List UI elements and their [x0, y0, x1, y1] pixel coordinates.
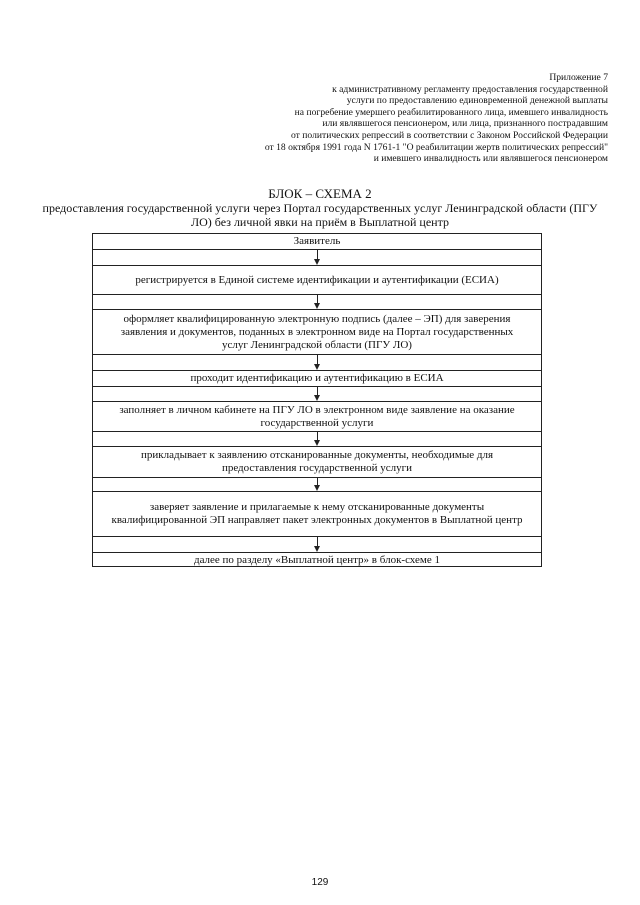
page-number: 129 [311, 877, 329, 888]
flow-arrow [93, 387, 541, 401]
flow-arrow [93, 355, 541, 370]
flow-step-authentication: проходит идентификацию и аутентификацию в ЕСИА [190, 372, 444, 384]
flow-step-signature: оформляет квалифицированную электронную подпись (далее – ЭП) для заверения заявления и документов, поданных в электронном виде на Портал государственных услуг Ленинградской области (ПГУ ЛО) [120, 312, 514, 351]
appendix-line: или являвшегося пенсионером, или лица, признанного пострадавшим [322, 118, 608, 130]
flow-arrow [93, 250, 541, 265]
appendix-line: от 18 октября 1991 года N 1761-1 "О реабилитации жертв политических репрессий" [264, 141, 608, 153]
appendix-line: и имевшего инвалидность или являвшегося пенсионером [373, 153, 608, 165]
appendix-header [148, 72, 608, 165]
flow-arrow [93, 432, 541, 446]
flow-step-fill-application: заполняет в личном кабинете на ПГУ ЛО в электронном виде заявление на оказание государственной услуги [119, 403, 515, 429]
flow-arrow [93, 478, 541, 491]
flow-arrow [93, 295, 541, 309]
appendix-line: Приложение 7 [549, 72, 608, 83]
flow-step-register-esia: регистрируется в Единой системе идентификации и аутентификации (ЕСИА) [135, 273, 499, 286]
flowchart [92, 233, 542, 567]
appendix-line: на погребение умершего реабилитированного лица, имевшего инвалидность [294, 106, 608, 118]
appendix-line: услуги по предоставлению единовременной денежной выплаты [346, 95, 608, 107]
scheme-title: БЛОК – СХЕМА 2 [268, 186, 372, 201]
appendix-line: от политических репрессий в соответствии с Законом Российской Федерации [291, 129, 608, 141]
flow-arrow [93, 537, 541, 552]
flow-step-continue: далее по разделу «Выплатной центр» в блок-схеме 1 [193, 553, 441, 566]
flow-step-applicant: Заявитель [293, 235, 341, 247]
scheme-subtitle: предоставления государственной услуги через Портал государственных услуг Ленинградской области (ПГУ ЛО) без личной явки на приём в Выплатной центр [42, 201, 598, 229]
appendix-line: к административному регламенту предоставления государственной [332, 83, 608, 95]
flow-step-sign-and-send: заверяет заявление и прилагаемые к нему отсканированные документы квалифицированной ЭП направляет пакет электронных документов в Выплатной центр [111, 501, 523, 526]
flow-step-attach-documents: прикладывает к заявлению отсканированные документы, необходимые для предоставления государственной услуги [140, 449, 494, 474]
